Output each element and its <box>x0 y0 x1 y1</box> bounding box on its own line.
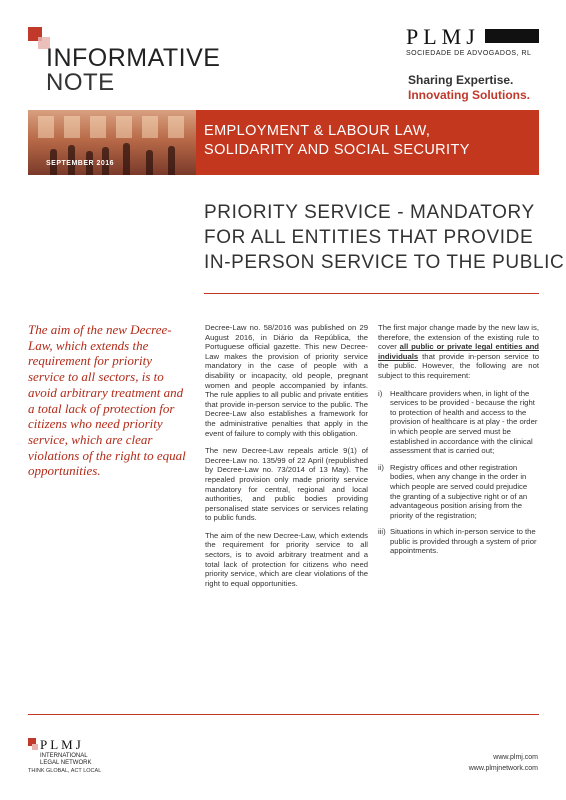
firm-logo-bar <box>485 29 539 43</box>
paragraph: The aim of the new Decree-Law, which extends the requirement for priority service to all sectors, is to avoid arbitrary treatment and a total lack of protection for citizens who need priority service, which are clear violations of the right to equal opportunities. <box>205 530 368 588</box>
footer-slogan: THINK GLOBAL, ACT LOCAL <box>28 768 102 774</box>
tagline-sharing: Sharing Expertise. <box>408 73 514 87</box>
footer-logo-square-pink <box>32 744 38 750</box>
highlighted-text: all public or private legal entities and individuals <box>378 342 539 361</box>
practice-area-banner <box>28 110 539 175</box>
practice-area-line2: SOLIDARITY AND SOCIAL SECURITY <box>204 142 470 158</box>
document-title-line3: IN-PERSON SERVICE TO THE PUBLIC <box>204 252 565 273</box>
footer-network-line2: LEGAL NETWORK <box>40 760 92 766</box>
note-type-subtitle: NOTE <box>46 69 115 96</box>
document-title-line2: FOR ALL ENTITIES THAT PROVIDE <box>204 227 534 248</box>
list-item: iii) Situations in which in-person service to the public is provided through a system of prior appointments. <box>378 527 537 556</box>
firm-subtitle: SOCIEDADE DE ADVOGADOS, RL <box>406 50 532 57</box>
footer-link-network[interactable]: www.plmjnetwork.com <box>468 765 538 772</box>
practice-area-title <box>204 122 470 160</box>
paragraph: Decree-Law no. 58/2016 was published on 29 August 2016, in Diário da República, the Portuguese official gazette. This new Decree-Law makes the provision of priority service mandatory in the case of people with a disability or incapacity, old people, pregnant women and people accompanied by infants. The rule applies to all public and private entities that provide in-person service to the public. The Decree-Law also establishes a framework for the administrative penalties that apply in the event of failure to comply with this obligation. <box>205 323 368 438</box>
publication-date: SEPTEMBER 2016 <box>46 160 115 167</box>
body-column-2 <box>378 323 539 563</box>
note-type-title: INFORMATIVE <box>46 44 221 72</box>
document-title-line1: PRIORITY SERVICE - MANDATORY <box>204 202 535 223</box>
pull-quote: The aim of the new Decree-Law, which extends the requirement for priority service to all sectors, is to avoid arbitrary treatment and a total lack of protection for citizens who need priority service, which are clear violations of the right to equal opportunities. <box>28 322 186 479</box>
list-item: ii) Registry offices and other registration bodies, when any change in the order in which people are served could prejudice the granting of a subjective right or of an advantageous position arising from the priority of the registration; <box>378 462 528 520</box>
document-title <box>204 200 564 275</box>
banner-photo <box>28 110 196 175</box>
paragraph: The new Decree-Law repeals article 9(1) of Decree-Law no. 135/99 of 22 April (republished by Decree-Law no. 73/2014 of 13 May). The repealed provision only made priority service mandatory for central, regional and local authorities, and public bodies providing personalised state services or services relating to public funds. <box>205 446 368 523</box>
list-item: i) Healthcare providers when, in light of the services to be provided - because the right to protection of health and access to the provision of healthcare is at play - the order in which people are served must be established in accordance with the clinical assessment that is carried out; <box>378 388 538 456</box>
paragraph: The first major change made by the new law is, therefore, the extension of the existing rule to cover all public or private legal entities and individuals that provide in-person service to the public. However, the following are not subject to this requirement: <box>378 323 539 380</box>
body-column-1 <box>205 323 368 596</box>
footer-divider <box>28 714 539 715</box>
tagline-innovating: Innovating Solutions. <box>408 88 530 102</box>
practice-area-line1: EMPLOYMENT & LABOUR LAW, <box>204 123 431 139</box>
footer-firm-logo: PLMJ <box>40 737 84 752</box>
footer-network-line1: INTERNATIONAL <box>40 753 88 759</box>
firm-logo: PLMJ <box>406 24 480 49</box>
footer-link-plmj[interactable]: www.plmj.com <box>493 754 538 761</box>
title-divider <box>204 293 539 294</box>
